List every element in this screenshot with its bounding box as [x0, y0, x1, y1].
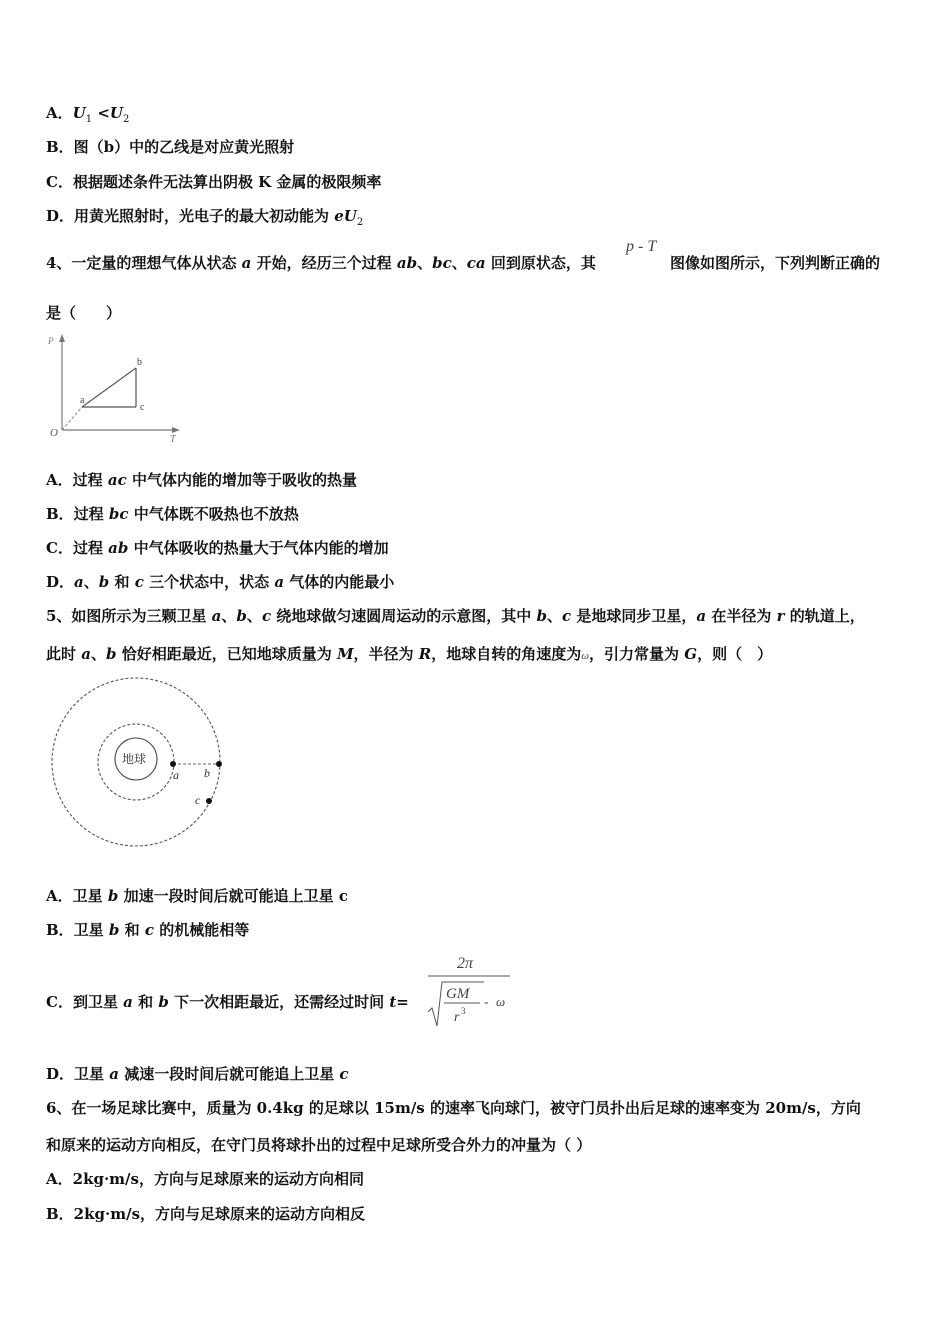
var-ca: ca: [466, 254, 486, 272]
label-a: a: [80, 395, 85, 406]
sep: 、: [547, 607, 563, 625]
label-b: b: [204, 766, 210, 780]
option-text: 加速一段时间后就可能追上卫星: [118, 887, 339, 905]
q6-option-a: A．2kg·m/s，方向与足球原来的运动方向相同: [46, 1170, 364, 1188]
stem-text: ，半径为: [353, 645, 419, 663]
sep: 和: [109, 573, 135, 591]
var: a: [123, 993, 133, 1011]
q4-stem-line1: [46, 252, 596, 273]
label-p: P: [48, 336, 54, 346]
earth-label: 地球: [122, 752, 147, 766]
var: b: [158, 993, 169, 1011]
var: r: [776, 607, 785, 625]
q4-option-b: [46, 503, 299, 524]
var: b: [536, 607, 548, 625]
var: c: [338, 887, 348, 905]
stem-text: ，引力常量为: [589, 645, 685, 663]
omega: ω: [496, 994, 506, 1009]
sep: 、: [83, 573, 99, 591]
pt-graph: [40, 330, 190, 445]
stem-text: ，地球自转的角速度为: [431, 645, 582, 663]
satellite-a: [170, 761, 176, 767]
var: c: [144, 921, 154, 939]
q3-option-d: [46, 205, 363, 228]
subscript: 2: [123, 114, 130, 125]
numerator: 2π: [457, 955, 474, 972]
var: b: [107, 887, 119, 905]
option-text: C．过程: [46, 539, 109, 557]
option-text: A．卫星: [46, 887, 108, 905]
q3-option-a: [46, 102, 129, 125]
sep: 、: [417, 254, 433, 272]
stem-text: 绕地球做匀速圆周运动的示意图，其中: [271, 607, 537, 625]
q5-stem-line2: [46, 643, 772, 664]
orbit-figure: [44, 676, 234, 851]
q6-option-b: B．2kg·m/s，方向与足球原来的运动方向相反: [46, 1205, 366, 1223]
q4-option-c: [46, 537, 389, 558]
minus: -: [484, 995, 489, 1010]
option-text: 减速一段时间后就可能追上卫星: [118, 1065, 340, 1083]
q5-option-d: [46, 1063, 349, 1084]
q5-stem-line1: [46, 605, 865, 626]
gm: GM: [446, 986, 470, 1002]
q6-stem-line2: 和原来的运动方向相反，在守门员将球扑出的过程中足球所受合外力的冲量为（ ）: [46, 1136, 592, 1154]
var: c: [339, 1065, 349, 1083]
process-ab: [82, 368, 136, 407]
option-text: D．用黄光照射时，光电子的最大初动能为: [46, 207, 335, 225]
label-c: c: [140, 402, 145, 413]
sep: 、: [246, 607, 262, 625]
stem-text: 回到原状态，其: [485, 254, 596, 272]
q3-option-b: B．图（b）中的乙线是对应黄光照射: [46, 138, 295, 156]
var: a: [274, 573, 285, 591]
var-bc: bc: [432, 254, 452, 272]
t-axis-arrow: [172, 427, 180, 433]
var: c: [261, 607, 272, 625]
stem-text: 恰好相距最近，已知地球质量为: [116, 645, 337, 663]
q6-stem-line1: 6、在一场足球比赛中，质量为 0.4kg 的足球以 15m/s 的速率飞向球门，被守门员扑出后足球的速率变为 20m/s，方向: [46, 1099, 861, 1117]
option-text: A．过程: [46, 471, 108, 489]
stem-text: 5、如图所示为三颗卫星: [46, 607, 212, 625]
var-eu: eU: [334, 207, 357, 225]
var: M: [336, 645, 354, 663]
satellite-b: [216, 761, 222, 767]
option-text: 中气体吸收的热量大于气体内能的增加: [128, 539, 389, 557]
q5-option-b: [46, 919, 249, 940]
option-text: 气体的内能最小: [284, 573, 395, 591]
omega-symbol: ω: [581, 650, 590, 662]
var-a: a: [241, 254, 252, 272]
satellite-c: [206, 798, 212, 804]
option-text: 的机械能相等: [154, 921, 250, 939]
p-axis-arrow: [59, 334, 65, 342]
option-text: D．: [46, 573, 75, 591]
var-t: t: [389, 993, 397, 1011]
var: c: [134, 573, 144, 591]
var: b: [105, 645, 117, 663]
var: a: [74, 573, 84, 591]
q4-option-d: [46, 571, 394, 592]
var-ab: ab: [396, 254, 418, 272]
var: b: [98, 573, 110, 591]
label-t: T: [170, 434, 176, 445]
var: b: [236, 607, 247, 625]
sep: 、: [90, 645, 106, 663]
option-text: C．到卫星: [46, 993, 124, 1011]
time-formula: [424, 950, 524, 1032]
stem-text: 的轨道上，: [784, 607, 865, 625]
sep: 、: [451, 254, 467, 272]
q4-stem-line2: 是（ ）: [46, 304, 122, 322]
var: R: [418, 645, 432, 663]
q5-option-c: [46, 991, 409, 1012]
operator: <: [92, 104, 110, 122]
option-text: B．卫星: [46, 921, 109, 939]
q3-option-c: C．根据题述条件无法算出阴极 K 金属的极限频率: [46, 173, 382, 191]
equals: =: [396, 993, 409, 1011]
var: a: [109, 1065, 119, 1083]
var: c: [562, 607, 572, 625]
var-u: U: [72, 104, 86, 122]
stem-text: 在半径为: [706, 607, 777, 625]
var: ac: [107, 471, 127, 489]
label-c: c: [195, 793, 201, 807]
option-text: 下一次相距最近，还需经过时间: [168, 993, 390, 1011]
stem-text: 开始，经历三个过程: [251, 254, 397, 272]
option-text: 和: [119, 921, 145, 939]
pt-symbol: p - T: [626, 238, 657, 255]
option-text: 中气体既不吸热也不放热: [128, 505, 299, 523]
option-text: 三个状态中，状态: [143, 573, 275, 591]
stem-text: 此时: [46, 645, 82, 663]
option-text: 和: [132, 993, 159, 1011]
var: b: [108, 921, 120, 939]
stem-text: 4、一定量的理想气体从状态: [46, 254, 242, 272]
var: a: [81, 645, 91, 663]
option-label: A．: [46, 104, 73, 122]
var: a: [211, 607, 222, 625]
var: bc: [108, 505, 129, 523]
subscript: 1: [85, 114, 93, 125]
q4-stem-line1-end: 图像如图所示，下列判断正确的: [670, 254, 881, 272]
dashed-extension: [62, 407, 82, 430]
cube: 3: [461, 1006, 466, 1016]
subscript: 2: [356, 217, 364, 228]
label-origin: O: [50, 427, 58, 439]
option-text: D．卫星: [46, 1065, 110, 1083]
q5-option-a: [46, 885, 348, 906]
stem-text: 是地球同步卫星，: [571, 607, 697, 625]
label-a: a: [173, 768, 179, 782]
var: G: [684, 645, 698, 663]
r: r: [454, 1010, 460, 1025]
var: a: [696, 607, 707, 625]
q4-option-a: [46, 469, 357, 490]
var: ab: [108, 539, 129, 557]
sep: 、: [221, 607, 237, 625]
stem-text: ，则（ ）: [697, 645, 773, 663]
var-u: U: [109, 104, 123, 122]
label-b: b: [137, 357, 142, 368]
option-text: B．过程: [46, 505, 109, 523]
option-text: 中气体内能的增加等于吸收的热量: [126, 471, 357, 489]
